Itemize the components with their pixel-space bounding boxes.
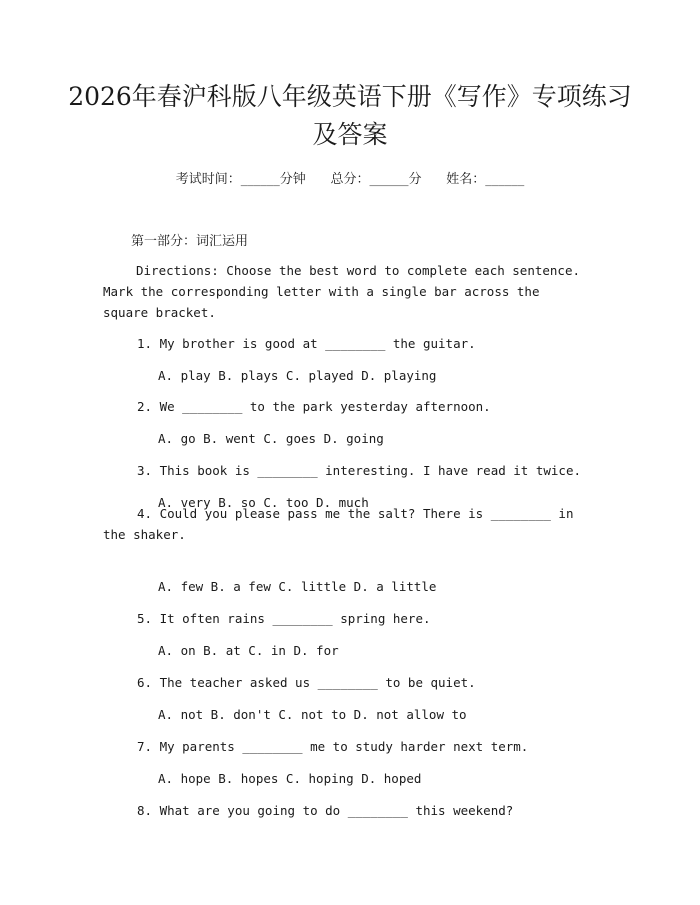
question-options: A. play B. plays C. played D. playing xyxy=(158,368,437,383)
question-text: 8. What are you going to do ________ this weekend? xyxy=(137,803,514,818)
question-options: A. go B. went C. goes D. going xyxy=(158,431,384,446)
exam-info: 考试时间：______分钟 总分：______分 姓名：______ xyxy=(175,172,525,187)
document-title: 2026年春沪科版八年级英语下册《写作》专项练习及答案 xyxy=(68,82,632,149)
question-text: 1. My brother is good at ________ the guitar. xyxy=(137,336,476,351)
question-text: 7. My parents ________ me to study harder next term. xyxy=(137,739,529,754)
question-8 xyxy=(0,779,700,842)
question-text: 6. The teacher asked us ________ to be quiet. xyxy=(137,675,476,690)
question-text: 3. This book is ________ interesting. I have read it twice. xyxy=(137,463,582,478)
question-text: 5. It often rains ________ spring here. xyxy=(137,611,431,626)
question-options: A. on B. at C. in D. for xyxy=(158,643,339,658)
directions: Directions: Choose the best word to complete each sentence. Mark the corresponding letter with a single bar across the square bracket. xyxy=(103,263,581,320)
section-title: 第一部分：词汇运用 xyxy=(131,234,249,249)
question-options: A. hope B. hopes C. hoping D. hoped xyxy=(158,771,422,786)
question-text: 2. We ________ to the park yesterday afternoon. xyxy=(137,399,491,414)
question-4: 4. Could you please pass me the salt? There is ________ in the shaker. xyxy=(103,506,574,542)
question-options: A. very B. so C. too D. much xyxy=(158,495,369,510)
question-options: A. few B. a few C. little D. a little xyxy=(158,579,437,594)
question-options: A. not B. don't C. not to D. not allow to xyxy=(158,707,467,722)
